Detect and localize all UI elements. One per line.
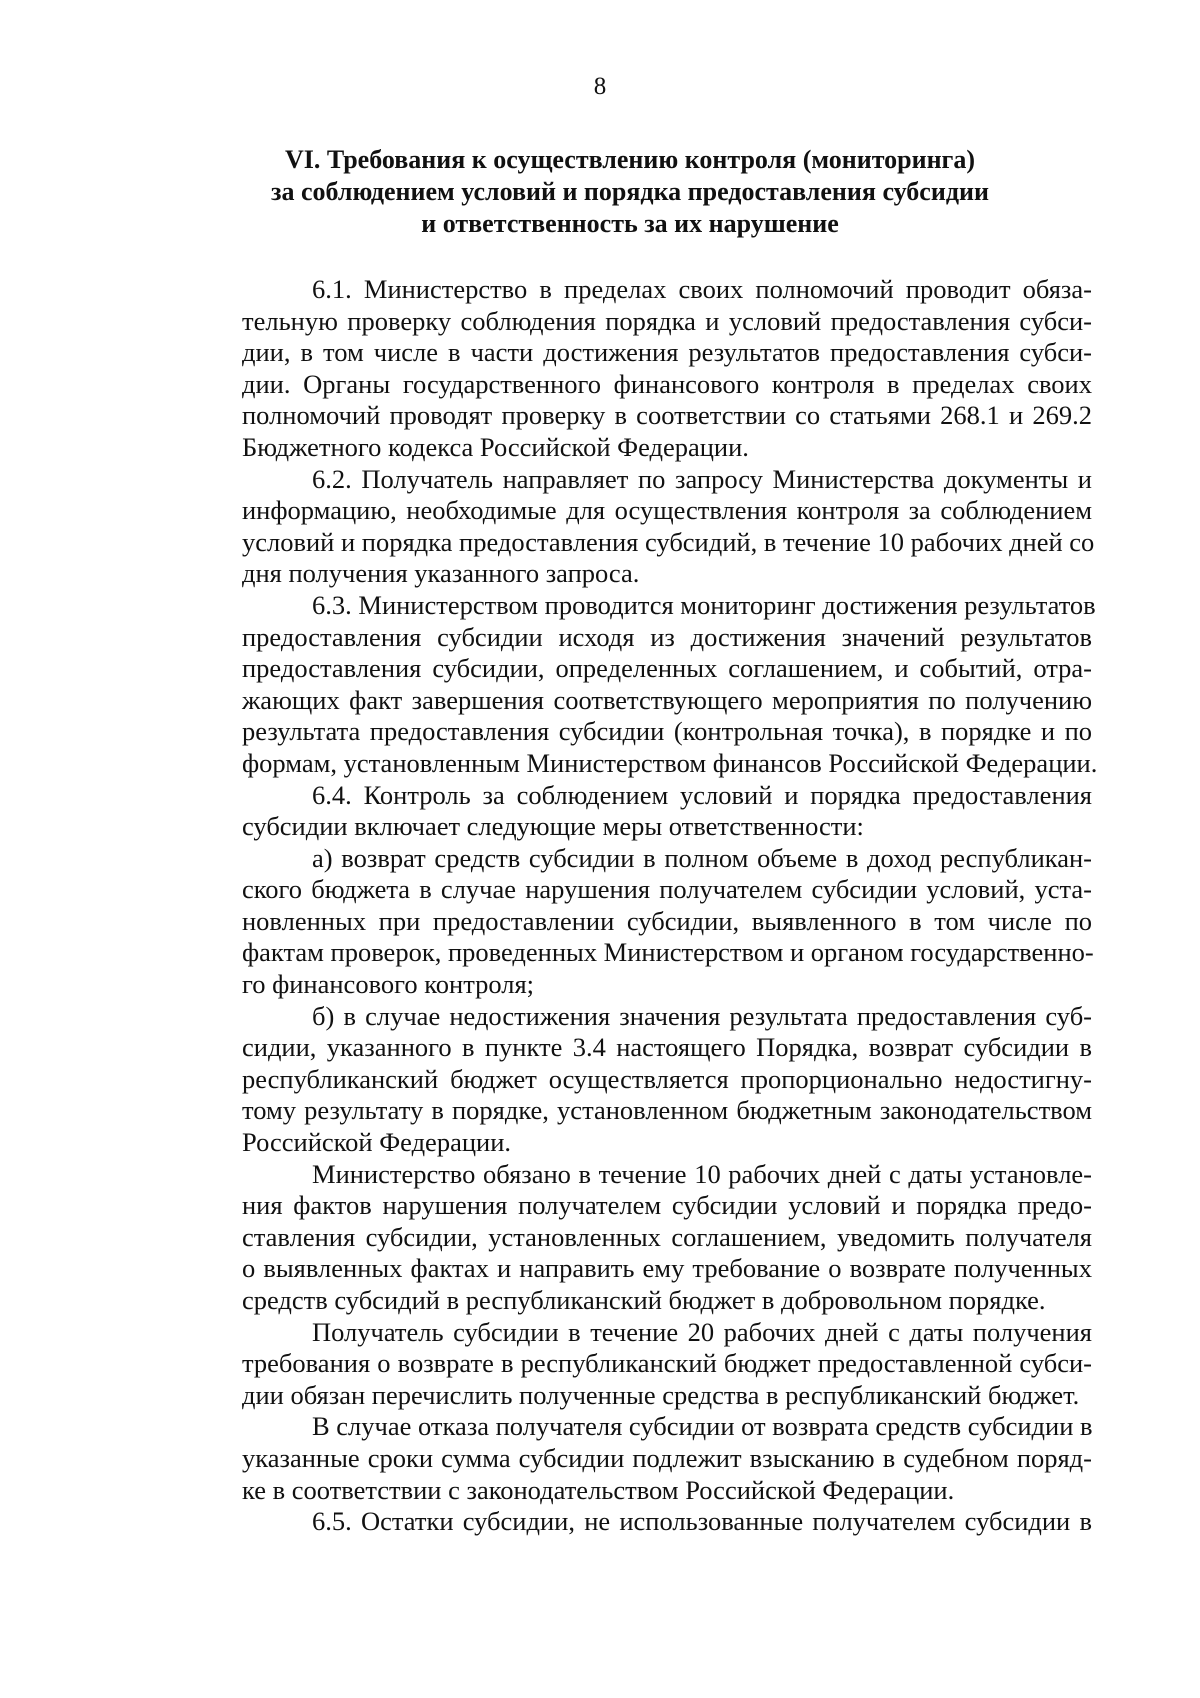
text-line: ния фактов нарушения получателем субсидии условий и порядка предо- xyxy=(242,1190,1092,1221)
text-line: республиканский бюджет осуществляется пропорционально недостигну- xyxy=(242,1063,1092,1094)
section-heading-line: VI. Требования к осуществлению контроля (мониторинга) xyxy=(284,145,976,174)
paragraph xyxy=(172,1001,1092,1159)
text-line: 6.2. Получатель направляет по запросу Министерства документы и xyxy=(312,463,1092,494)
section-heading-line: за соблюдением условий и порядка предоставления субсидии xyxy=(271,177,989,206)
paragraph xyxy=(172,1506,1092,1538)
text-line: ке в соответствии с законодательством Российской Федерации. xyxy=(242,1474,955,1505)
document-body xyxy=(172,274,1098,1538)
text-line: требования о возврате в республиканский бюджет предоставленной субси- xyxy=(242,1348,1092,1379)
section-heading xyxy=(170,144,1090,240)
paragraph xyxy=(172,780,1092,843)
text-line: Получатель субсидии в течение 20 рабочих дней с даты получения xyxy=(312,1316,1092,1347)
text-line: информацию, необходимые для осуществления контроля за соблюдением xyxy=(242,495,1092,526)
text-line: дии. Органы государственного финансового контроля в пределах своих xyxy=(242,368,1092,399)
text-line: предоставления субсидии исходя из достижения значений результатов xyxy=(242,621,1092,652)
text-line: 6.3. Министерством проводится мониторинг достижения результатов xyxy=(312,589,1096,620)
text-line: В случае отказа получателя субсидии от возврата средств субсидии в xyxy=(312,1411,1093,1442)
paragraph xyxy=(172,274,1092,464)
text-line: 6.5. Остатки субсидии, не использованные получателем субсидии в xyxy=(312,1506,1092,1537)
text-line: 6.1. Министерство в пределах своих полномочий проводит обяза- xyxy=(312,274,1092,304)
paragraph xyxy=(172,1317,1092,1412)
text-line: средств субсидий в республиканский бюджет в добровольном порядке. xyxy=(242,1285,1046,1315)
page-number: 8 xyxy=(593,73,607,100)
text-line: Бюджетного кодекса Российской Федерации. xyxy=(242,431,749,462)
text-line: Министерство обязано в течение 10 рабочих дней с даты установле- xyxy=(312,1158,1092,1189)
text-line: субсидии включает следующие меры ответственности: xyxy=(242,811,864,842)
text-line: а) возврат средств субсидии в полном объеме в доход республикан- xyxy=(312,842,1092,873)
paragraph xyxy=(172,463,1095,590)
text-line: дии, в том числе в части достижения результатов предоставления субси- xyxy=(242,337,1092,368)
paragraph xyxy=(172,1411,1092,1506)
text-line: указанные сроки сумма субсидии подлежит взысканию в судебном поряд- xyxy=(242,1442,1092,1473)
text-line: фактам проверок, проведенных Министерством и органом государственно- xyxy=(242,937,1094,968)
text-line: условий и порядка предоставления субсидий, в течение 10 рабочих дней со xyxy=(242,526,1095,557)
text-line: ставления субсидии, установленных соглашением, уведомить получателя xyxy=(242,1221,1092,1252)
text-line: предоставления субсидии, определенных соглашением, и событий, отра- xyxy=(242,653,1092,684)
text-line: Российской Федерации. xyxy=(242,1127,511,1158)
text-line: о выявленных фактах и направить ему требование о возврате полученных xyxy=(242,1253,1092,1284)
paragraph xyxy=(172,1159,1092,1317)
text-line: полномочий проводят проверку в соответствии со статьями 268.1 и 269.2 xyxy=(242,400,1092,431)
text-line: го финансового контроля; xyxy=(242,969,535,1000)
text-line: новленных при предоставлении субсидии, выявленного в том числе по xyxy=(242,905,1092,936)
text-line: б) в случае недостижения значения результата предоставления суб- xyxy=(312,1000,1092,1031)
text-line: сидии, указанного в пункте 3.4 настоящего Порядка, возврат субсидии в xyxy=(242,1032,1092,1063)
text-line: тельную проверку соблюдения порядка и условий предоставления субси- xyxy=(242,305,1092,336)
text-line: дии обязан перечислить полученные средства в республиканский бюджет. xyxy=(242,1379,1080,1410)
text-line: тому результату в порядке, установленном бюджетным законодательством xyxy=(242,1095,1092,1126)
text-line: дня получения указанного запроса. xyxy=(242,558,640,589)
text-line: формам, установленным Министерством финансов Российской Федерации. xyxy=(242,747,1098,778)
paragraph xyxy=(172,589,1098,780)
section-heading-line: и ответственность за их нарушение xyxy=(421,209,839,238)
text-line: результата предоставления субсидии (контрольная точка), в порядке и по xyxy=(242,716,1092,747)
paragraph xyxy=(172,843,1092,1001)
text-line: жающих факт завершения соответствующего мероприятия по получению xyxy=(242,684,1092,715)
text-line: 6.4. Контроль за соблюдением условий и порядка предоставления xyxy=(312,779,1092,810)
text-line: ского бюджета в случае нарушения получателем субсидии условий, уста- xyxy=(242,874,1092,905)
